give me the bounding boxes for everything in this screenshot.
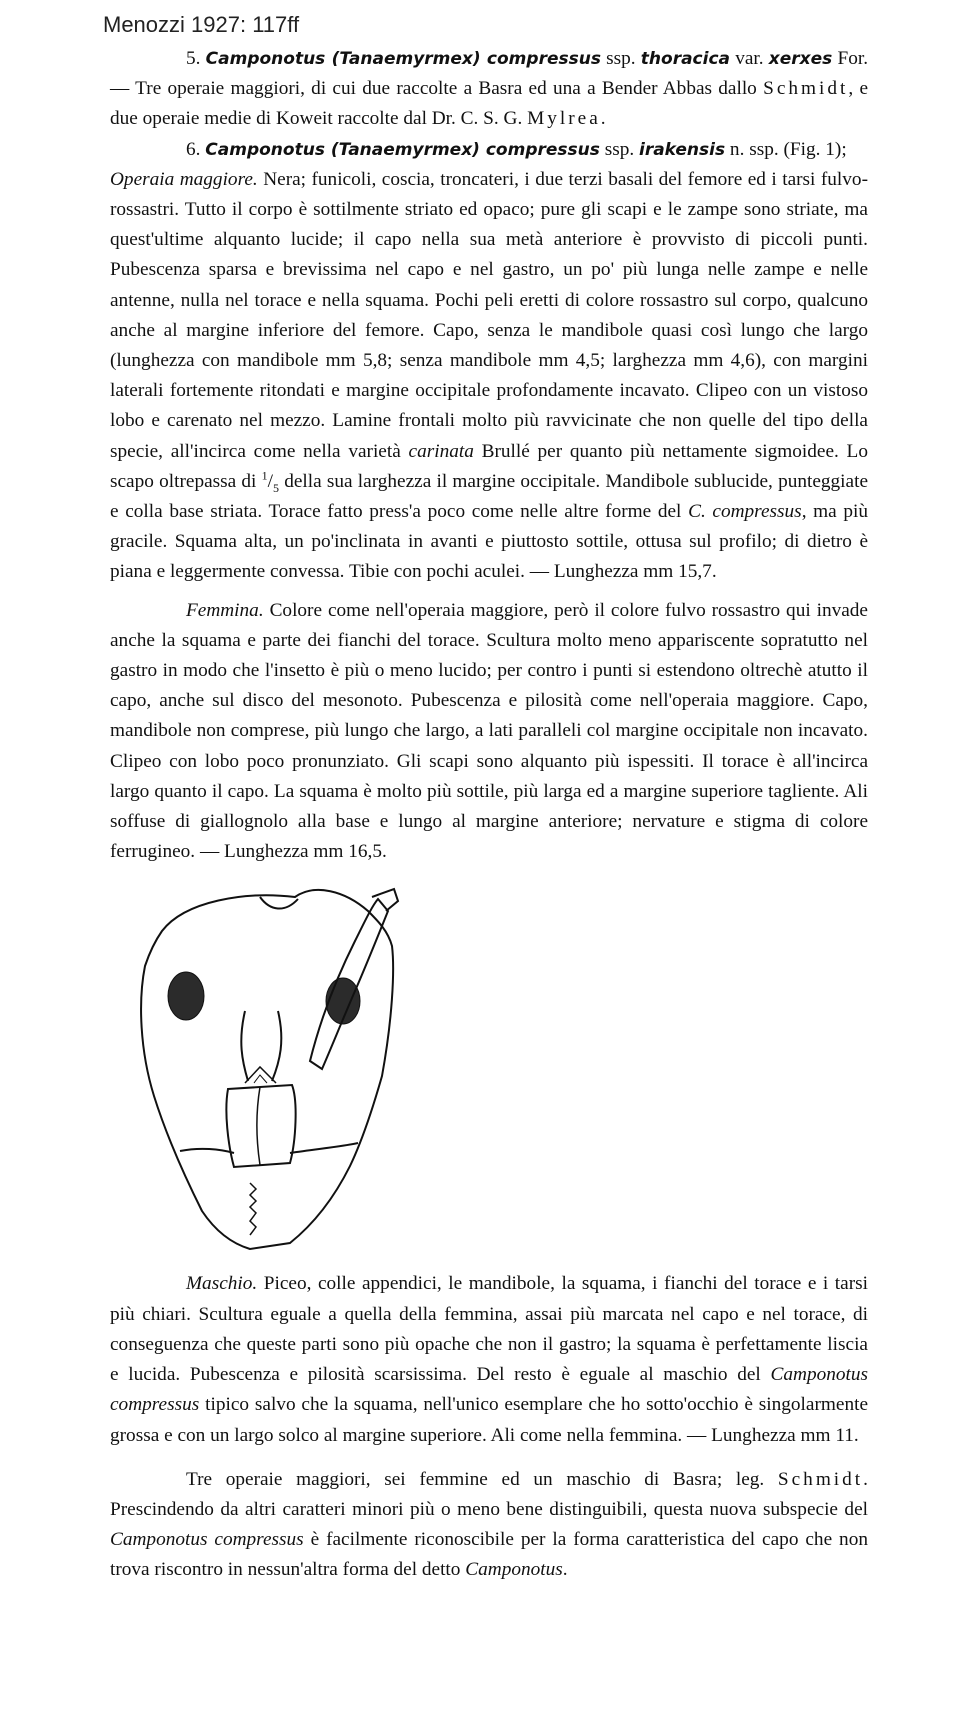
final-paragraph: Tre operaie maggiori, sei femmine ed un maschio di Basra; leg. Schmidt. Prescindendo da altri caratteri minori più o meno bene distinguibili, questa nuova subspecie del Camponotus compressus è facilmente riconoscibile per la forma caratteristica del capo che non trova riscontro in nessun'altra forma del detto Camponotus. <box>110 1468 868 1581</box>
entry-6-genus: Camponotus (Tanaemyrmex) compressus <box>205 139 600 160</box>
female-description: Femmina. Colore come nell'operaia maggiore, però il colore fulvo rossastro qui invade anche la squama e parte dei fianchi del torace. Scultura molto meno appariscente sopratutto nel gastro in modo che l'insetto è più o meno lucido; per contro i punti si estendono oltrechè atutto il capo, anche sul disco del mesonoto. Pubescenza e pilosità come nell'operaia maggiore. Capo, mandibole non comprese, più lungo che largo, a lati paralleli col margine occipitale non incavato. Clipeo con lobo poco pronunziato. Gli scapi sono alquanto più ispessiti. Il torace è all'incirca largo quanto il capo. La squama è molto più sottile, più larga ed a margine superiore tagliente. Ali soffuse di giallognolo alla base e lungo al margine anteriore; nervature e stigma di colore ferrugineo. — Lunghezza mm 16,5. <box>110 599 868 863</box>
worker-label: Operaia maggiore. <box>110 168 258 190</box>
collector-name: Schmidt <box>777 1468 864 1490</box>
entry-5: 5. Camponotus (Tanaemyrmex) compressus ssp. thoracica var. xerxes For. — Tre operaie maggiori, di cui due raccolte a Basra ed una a Bender Abbas dallo Schmidt, e due operaie medie di Koweit raccolte dal Dr. C. S. G. Mylrea. <box>110 48 869 130</box>
ant-head-figure <box>110 871 440 1269</box>
collector-name: Schmidt <box>763 78 849 100</box>
ant-head-drawing <box>110 871 440 1269</box>
female-label: Femmina. <box>186 599 264 621</box>
male-description: Maschio. Piceo, colle appendici, le mandibole, la squama, i fianchi del torace e i tarsi più chiari. Scultura eguale a quella della femmina, assai più marcata nel capo e nel torace, di conseguenza che queste parti sono più opache che non il gastro; la squama è perfettamente liscia e lucida. Pubescenza e pilosità scarsissima. Del resto è eguale al maschio del Camponotus compressus tipico salvo che la squama, nell'unico esemplare che ho sotto'occhio è singolarmente grossa e con un largo solco al margine superiore. Ali come nella femmina. — Lunghezza mm 11. <box>110 1273 869 1446</box>
document-body <box>110 44 868 1586</box>
worker-description: Operaia maggiore. Nera; funicoli, coscia, troncateri, i due terzi basali del femore ed i tarsi fulvo-rossastri. Tutto il corpo è sottilmente striato ed opaco; pure gli scapi e le zampe sono striate, ma quest'ultime alquanto lucide; il capo nella sua metà anteriore è provvisto di piccoli punti. Pubescenza sparsa e brevissima nel capo e nel gastro, un po' più lunga nelle zampe e nelle antenne, nulla nel torace e nella squama. Pochi peli eretti di colore rossastro sul corpo, qualcuno anche al margine inferiore del femore. Capo, senza le mandibole quasi così lungo che largo (lunghezza con mandibole mm 5,8; senza mandibole mm 4,5; larghezza mm 4,6), con margini laterali fortemente ritondati e margine occipitale profondamente incavato. Clipeo con un vistoso lobo e carenato nel mezzo. Lamine frontali molto più ravvicinate che non quelle del tipo della specie, all'incirca come nella varietà carinata Brullé per quanto più nettamente sigmoidee. Lo scapo oltrepassa di $^1/_5$ della sua larghezza il margine occipitale. Mandibole sublucide, punteggiate e colla base striata. Torace fatto press'a poco come nelle altre forme del C. compressus, ma più gracile. Squama alta, un po'inclinata in avanti e piuttosto sottile, ottusa sul profilo; di dietro è piana e leggermente convessa. Tibie con pochi aculei. — Lunghezza mm 15,7. <box>110 168 869 583</box>
entry-6: 6. Camponotus (Tanaemyrmex) compressus ssp. irakensis n. ssp. (Fig. 1); <box>186 138 847 160</box>
fraction: $^1/_5$ <box>261 468 279 495</box>
entry-5-genus: Camponotus (Tanaemyrmex) compressus <box>205 49 601 69</box>
page-header: Menozzi 1927: 117ff <box>103 12 300 37</box>
collector-name: Mylrea <box>527 108 601 130</box>
male-label: Maschio. <box>186 1273 258 1295</box>
